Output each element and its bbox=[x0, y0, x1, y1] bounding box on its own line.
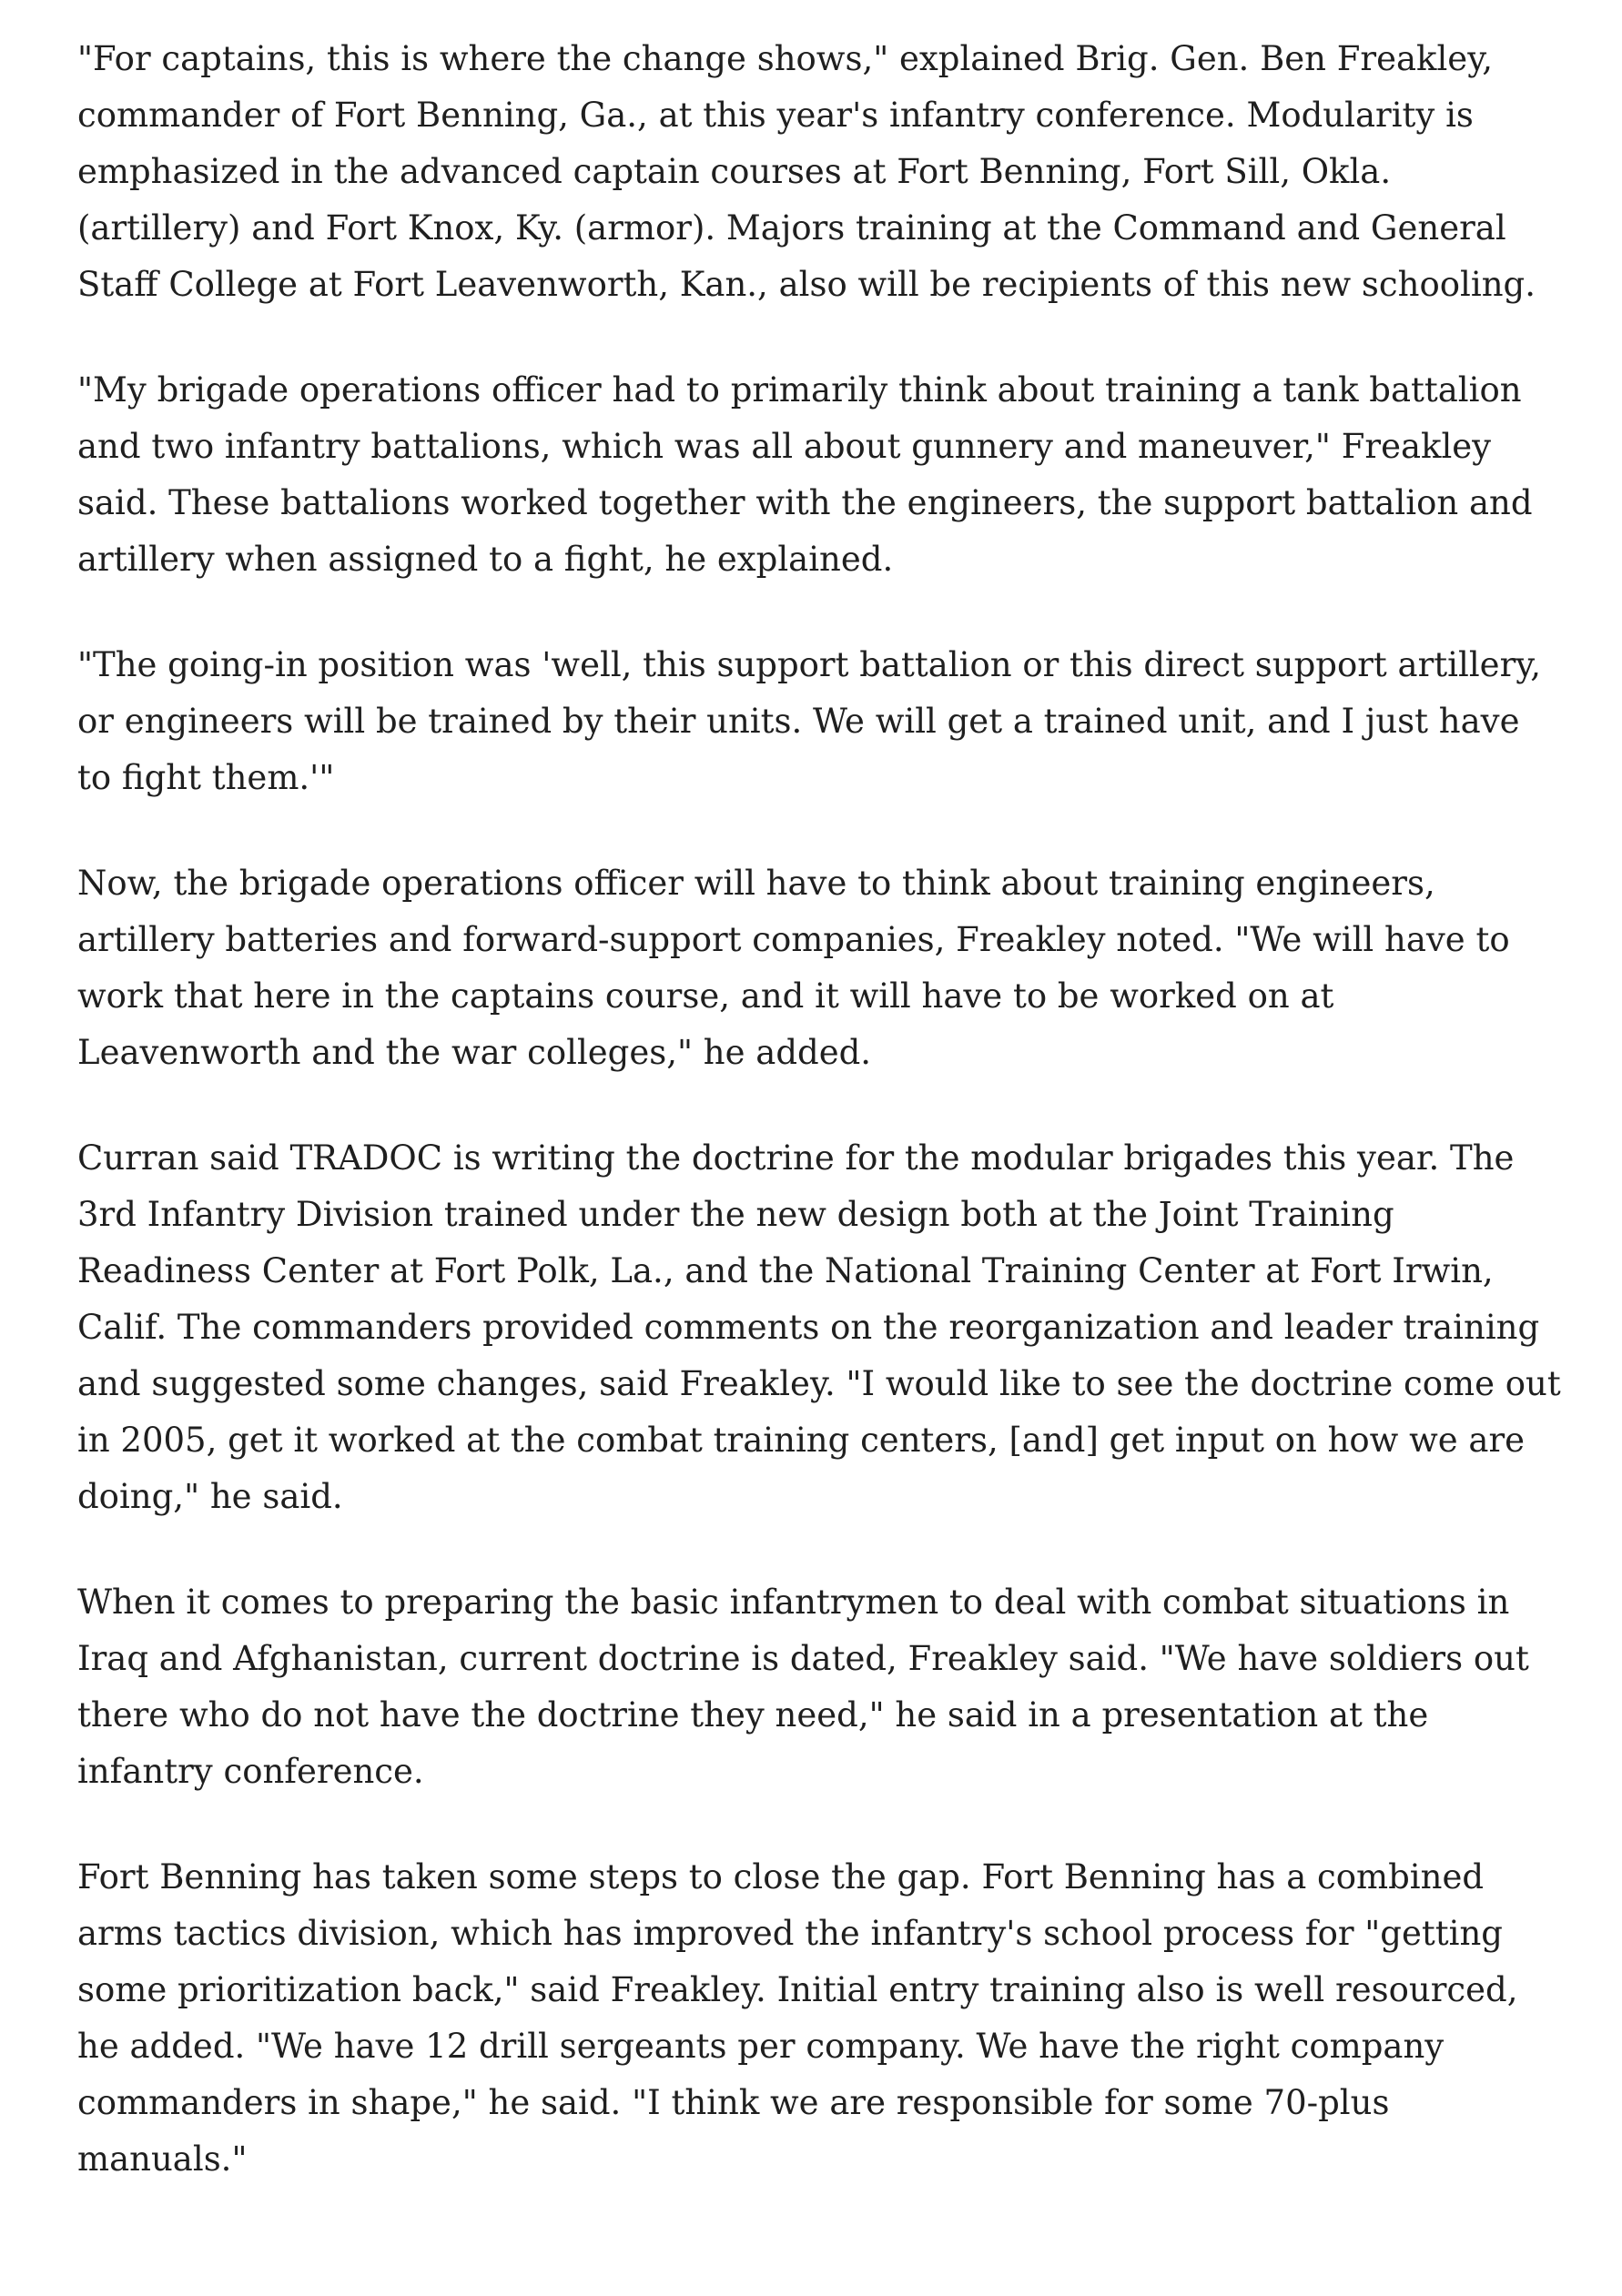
paragraph-2: "My brigade operations officer had to primarily think about training a tank battalion and two infantry battalions, which was all about gunnery and maneuver," Freakley said. These battalions worked together with the engineers, the support battalion and artillery when assigned to a fight, he explained. bbox=[77, 370, 1533, 579]
article-body bbox=[77, 31, 1561, 2237]
paragraph-5: Curran said TRADOC is writing the doctrine for the modular brigades this year. The 3rd Infantry Division trained under the new design both at the Joint Training Readiness Center at Fort Polk, La., and the National Training Center at Fort Irwin, Calif. The commanders provided comments on the reorganization and leader training and suggested some changes, said Freakley. "I would like to see the doctrine come out in 2005, get it worked at the combat training centers, [and] get input on how we are doing," he said. bbox=[77, 1138, 1561, 1516]
paragraph-6: When it comes to preparing the basic infantrymen to deal with combat situations in Iraq and Afghanistan, current doctrine is dated, Freakley said. "We have soldiers out there who do not have the doctrine they need," he said in a presentation at the infantry conference. bbox=[77, 1583, 1529, 1791]
paragraph-4: Now, the brigade operations officer will have to think about training engineers, artillery batteries and forward-support companies, Freakley noted. "We will have to work that here in the captains course, and it will have to be worked on at Leavenworth and the war colleges," he added. bbox=[77, 864, 1510, 1072]
paragraph-7: Fort Benning has taken some steps to close the gap. Fort Benning has a combined arms tactics division, which has improved the infantry's school process for "getting some prioritization back," said Freakley. Initial entry training also is well resourced, he added. "We have 12 drill sergeants per company. We have the right company commanders in shape," he said. "I think we are responsible for some 70-plus manuals." bbox=[77, 1857, 1518, 2179]
paragraph-1: "For captains, this is where the change shows," explained Brig. Gen. Ben Freakley, commander of Fort Benning, Ga., at this year's infantry conference. Modularity is emphasized in the advanced captain courses at Fort Benning, Fort Sill, Okla. (artillery) and Fort Knox, Ky. (armor). Majors training at the Command and General Staff College at Fort Leavenworth, Kan., also will be recipients of this new schooling. bbox=[77, 39, 1536, 304]
paragraph-3: "The going-in position was 'well, this support battalion or this direct support artillery, or engineers will be trained by their units. We will get a trained unit, and I just have to fight them.'" bbox=[77, 645, 1542, 797]
